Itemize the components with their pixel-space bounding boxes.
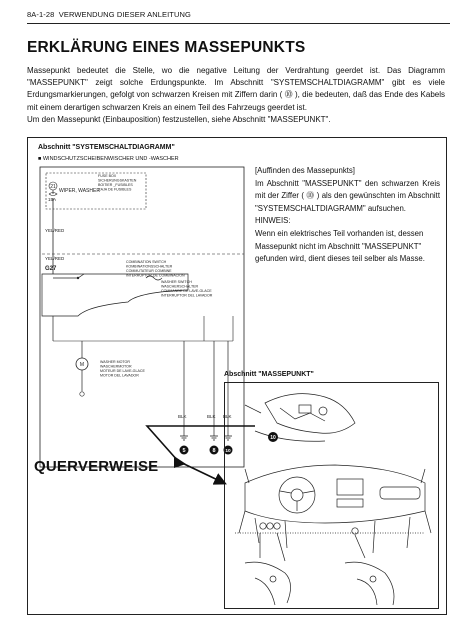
header-rule (27, 23, 450, 24)
combo-switch-label-1: COMBINATION SWITCH (126, 260, 167, 264)
side-paragraph: Im Abschnitt "MASSEPUNKT" den schwarzen Kreis mit der Ziffer ( ⓾ ) als den gewünschten im Abschnitt "SYSTEMSCHALTDIAGRAMM" aufsuchen. (255, 178, 440, 213)
ground-label-1: BLK (178, 414, 187, 419)
combo-switch-label-3: COMMUTATEUR COMBINE (126, 269, 172, 273)
motor-label-3: MOTEUR DE LAVE-GLACE (100, 369, 145, 373)
section-title: VERWENDUNG DIESER ANLEITUNG (58, 10, 191, 19)
fuse-name: WIPER, WASHER (59, 188, 100, 194)
note-text: Wenn ein elektrisches Teil vorhanden ist, dessen Massepunkt nicht im Abschnitt "MASSEPUNKT" gefunden wird, dient dieses teil selber als Masse. (255, 228, 425, 264)
washer-switch-label-3: COMMANDE DE LAVE-GLACE (161, 289, 212, 293)
box-title: Abschnitt "SYSTEMSCHALTDIAGRAMM" (38, 144, 175, 151)
page-ref: 8A-1-28 (27, 10, 55, 19)
wiring-diagram-title: ■ WINDSCHUTZSCHEIBENWISCHER UND -WASCHER (38, 156, 179, 162)
motor-label-2: WASCHERMOTOR (100, 364, 132, 369)
example-box (27, 137, 447, 615)
fuse-box-label-4: CAJA DE FUSIBLES (98, 187, 132, 192)
page-title: ERKLÄRUNG EINES MASSEPUNKTS (27, 39, 306, 56)
side-heading: [Auffinden des Massepunkts] (255, 166, 355, 175)
cross-reference-heading: QUERVERWEISE (34, 458, 159, 475)
svg-text:M: M (79, 362, 85, 368)
ground-number-5: 5 (182, 448, 186, 454)
fuse-box-label-2: SICHERUNGSKASTEN (98, 178, 137, 183)
fuse-amp: 15A (48, 197, 57, 202)
illus-marker-number: 10 (270, 435, 276, 441)
page-header (27, 10, 191, 19)
washer-switch-label-2: WASCHERSCHALTER (161, 284, 199, 289)
ground-number-10: 10 (225, 449, 231, 454)
intro-paragraph-1: Massepunkt bedeutet die Stelle, wo die negative Leitung der Verdrahtung geerdet ist. Das Diagramm "MASSEPUNKT" zeigt solche Erdungspunkte. Im Abschnitt "SYSTEMSCHALTDIAGRAMM" gibt es viele Erdungsmarkierungen, gefolgt von schwarzen Kreisen mit Ziffern darin ( ⓾ ), die bedeuten, daß das Ende des Kabels mit einem derartigen schwarzen Kreis an einem Teil des Fahrzeugs geerdet ist. (27, 66, 445, 112)
arrow-to-massepunkt (147, 426, 255, 461)
fuse-box-label-3: BOITIER _FUSIBLES (98, 183, 133, 187)
motor-label-1: WASHER MOTOR (100, 360, 130, 364)
motor-label-4: MOTOR DEL LAVADOR (100, 373, 139, 378)
wire-label-1: YEL/RED (45, 228, 65, 233)
combo-switch-label-2: KOMBINATIONSSCHALTER (126, 264, 173, 269)
massepunkt-label: Abschnitt "MASSEPUNKT" (224, 371, 314, 378)
wire-label-2: YEL/RED (45, 256, 65, 261)
washer-switch-label-1: WASHER SWITCH (161, 280, 192, 284)
fuse-number: 21 (50, 184, 56, 190)
ground-label-2: BLK (207, 414, 216, 419)
cross-reference-arrows (28, 138, 448, 616)
note-label: HINWEIS: (255, 216, 291, 226)
ground-label-3: BLK (223, 414, 232, 419)
washer-switch-label-4: INTERRUPTOR DEL LAVADOR (161, 293, 213, 298)
ground-number-8: 8 (212, 448, 216, 454)
intro-text (27, 65, 445, 126)
connector-code: G27 (45, 266, 57, 272)
combo-switch-label-4: INTERRUPTOR DE COMBINACION (126, 273, 185, 278)
fuse-box-label-1: FUSE BOX (98, 174, 117, 178)
intro-paragraph-2: Um den Massepunkt (Einbauposition) festzustellen, siehe Abschnitt "MASSEPUNKT". (27, 114, 331, 124)
